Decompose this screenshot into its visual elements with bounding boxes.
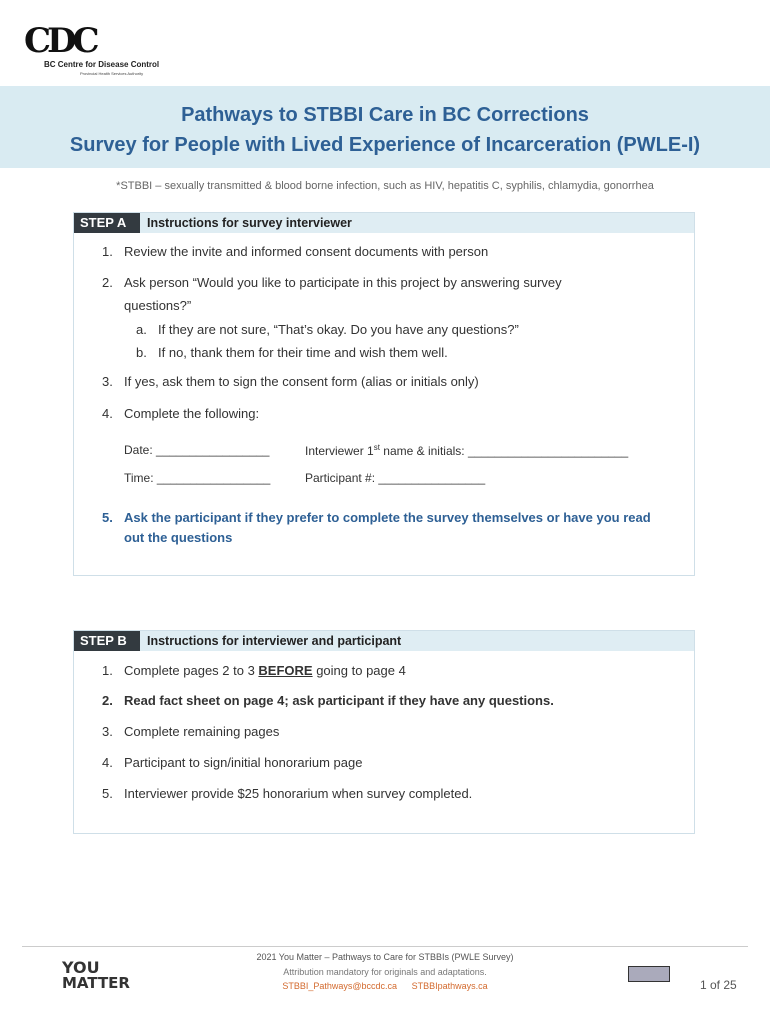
bccdc-logo-name: BC Centre for Disease Control xyxy=(44,60,160,69)
footer-email-link[interactable]: STBBI_Pathways@bccdc.ca xyxy=(282,981,398,991)
you-matter-logo: YOU MATTER xyxy=(62,958,130,992)
step-a-sub-item-b: b. If no, thank them for their time and wish them well. xyxy=(136,345,448,360)
stbbi-footnote: *STBBI – sexually transmitted & blood borne infection, such as HIV, hepatitis C, syphilis, chlamydia, gonorrhea xyxy=(116,180,654,192)
step-a-tag: STEP A xyxy=(74,213,140,233)
step-b-title: Instructions for interviewer and participant xyxy=(147,634,402,648)
footer-credit: 2021 You Matter – Pathways to Care for STBBIs (PWLE Survey) xyxy=(256,952,514,962)
date-field[interactable]: Date: _________________ xyxy=(124,443,270,457)
step-a-item-5: 5. Ask the participant if they prefer to complete the survey themselves or have you read xyxy=(102,510,651,525)
step-b-box xyxy=(73,630,695,834)
creative-commons-icon xyxy=(628,966,670,982)
step-a-header xyxy=(74,213,694,233)
participant-number-field[interactable]: Participant #: ________________ xyxy=(305,471,486,485)
step-a-item-4: 4. Complete the following: xyxy=(102,406,260,421)
step-a-item-2: 2. Ask person “Would you like to participate in this project by answering survey xyxy=(102,275,562,290)
step-b-tag: STEP B xyxy=(74,631,140,651)
step-b-item-3: 3. Complete remaining pages xyxy=(102,724,280,739)
step-a-title: Instructions for survey interviewer xyxy=(147,216,352,230)
bccdc-logo-subtitle: Provincial Health Services Authority xyxy=(80,71,144,76)
step-a-item-5-continued: out the questions xyxy=(124,530,233,545)
bccdc-logo-mark: CDC xyxy=(24,21,96,61)
step-b-item-1: 1. Complete pages 2 to 3 BEFORE going to page 4 xyxy=(102,663,406,678)
document-subtitle: Survey for People with Lived Experience of Incarceration (PWLE-I) xyxy=(69,134,701,156)
step-a-sub-item-a: a. If they are not sure, “That’s okay. Do you have any questions?” xyxy=(136,322,519,337)
interviewer-field[interactable]: Interviewer 1st name & initials: ________________________ xyxy=(305,443,629,458)
page-number: 1 of 25 xyxy=(700,978,737,992)
footer-website-link[interactable]: STBBIpathways.ca xyxy=(411,981,488,991)
step-a-item-1: 1. Review the invite and informed consent documents with person xyxy=(102,244,489,259)
step-a-box xyxy=(73,212,695,576)
step-b-header xyxy=(74,631,694,651)
footer-contact xyxy=(0,981,770,991)
document-title: Pathways to STBBI Care in BC Corrections xyxy=(181,104,589,126)
step-a-item-2-continued: questions?” xyxy=(124,298,192,313)
step-a-item-3: 3. If yes, ask them to sign the consent form (alias or initials only) xyxy=(102,374,479,389)
step-b-item-4: 4. Participant to sign/initial honorarium page xyxy=(102,755,363,770)
step-b-item-2: 2. Read fact sheet on page 4; ask participant if they have any questions. xyxy=(102,693,554,708)
footer-attribution: Attribution mandatory for originals and adaptations. xyxy=(283,967,487,977)
step-b-item-5: 5. Interviewer provide $25 honorarium when survey completed. xyxy=(102,786,473,801)
footer-divider xyxy=(22,946,748,947)
time-field[interactable]: Time: _________________ xyxy=(124,471,271,485)
bccdc-logo xyxy=(24,21,164,80)
